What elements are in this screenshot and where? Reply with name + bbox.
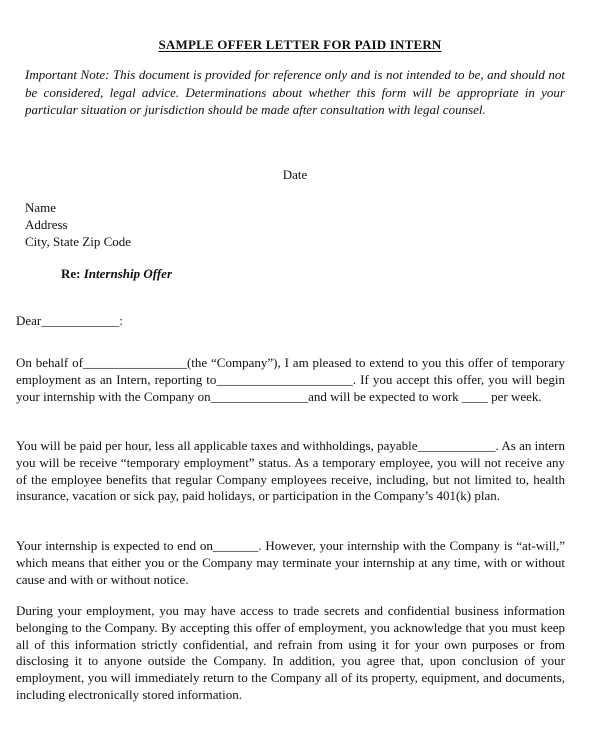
subject-line (61, 266, 172, 282)
recipient-street: Address (25, 217, 68, 232)
recipient-address (25, 199, 131, 250)
date-line: Date (282, 167, 308, 182)
paragraph-pay: You will be paid per hour, less all applicable taxes and withholdings, payable____________. As an intern you will be receive “temporary employment” status. As a temporary employee, you will not receive any of the employee benefits that regular Company employees receive, including, but not limited to, health insurance, vacation or sick pay, paid holidays, or participation in the Company’s 401(k) plan. (16, 438, 565, 504)
recipient-city: City, State Zip Code (25, 234, 132, 249)
important-note: Important Note: This document is provided for reference only and is not intended to be, and should not be considered, legal advice. Determinations about whether this form will be appropriate in your particular situation or jurisdiction should be made after consultation with legal counsel. (25, 67, 565, 118)
paragraph-confidentiality: During your employment, you may have access to trade secrets and confidential business information belonging to the Company. By accepting this offer of employment, you acknowledge that you must keep all of this information strictly confidential, and refrain from using it for your own purposes or from disclosing it to anyone outside the Company. In addition, you agree that, upon conclusion of your employment, you will immediately return to the Company all of its property, equipment, and documents, including electronically stored information. (16, 603, 565, 702)
paragraph-offer: On behalf of________________(the “Company”), I am pleased to extend to you this offer of temporary employment as an Intern, reporting to_____________________. If you accept this offer, you will begin your internship with the Company on_______________and will be expected to work ____ per week. (16, 355, 565, 404)
subject-text: Internship Offer (83, 266, 173, 281)
paragraph-at-will: Your internship is expected to end on_______. However, your internship with the Company is “at-will,” which means that either you or the Company may terminate your internship at any time, with or without cause and with or without notice. (16, 538, 565, 587)
recipient-name: Name (25, 200, 57, 215)
salutation: Dear____________: (16, 313, 123, 328)
document-title: SAMPLE OFFER LETTER FOR PAID INTERN (158, 37, 442, 52)
subject-label: Re: (61, 266, 84, 281)
